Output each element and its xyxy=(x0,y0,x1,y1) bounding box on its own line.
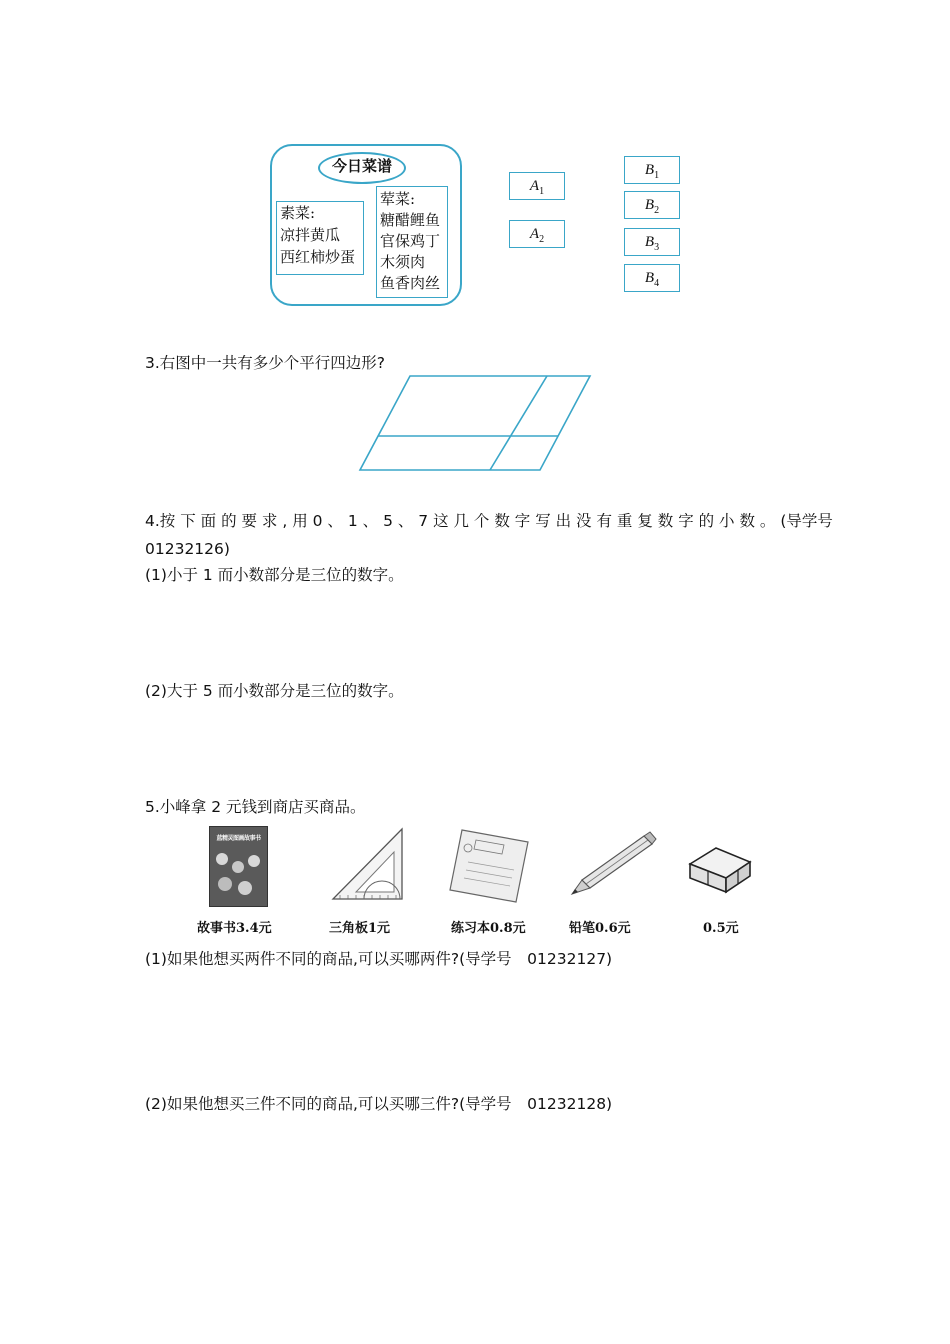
question-4-part1: (1)小于 1 而小数部分是三位的数字。 xyxy=(145,566,404,584)
question-5-part1: (1)如果他想买两件不同的商品,可以买哪两件?(导学号 01232127) xyxy=(145,950,613,968)
question-4-part2: (2)大于 5 而小数部分是三位的数字。 xyxy=(145,682,404,700)
exercise-book-price: 练习本0.8元 xyxy=(451,921,526,936)
meat-dish: 鱼香肉丝 xyxy=(380,274,441,292)
meat-dish: 糖醋鲤鱼 xyxy=(380,211,441,229)
meat-dish: 木须肉 xyxy=(380,253,426,271)
box-b1: $B_1$ xyxy=(624,156,680,184)
slanted-divider xyxy=(490,376,547,470)
meat-dish: 官保鸡丁 xyxy=(380,232,441,250)
veg-dish: 凉拌黄瓜 xyxy=(280,226,341,244)
veg-dish: 西红柿炒蛋 xyxy=(280,248,356,266)
triangle-ruler-image xyxy=(330,826,406,902)
box-a2: $A_2$ xyxy=(509,220,565,248)
question-4-line1: 4.按 下 面 的 要 求 , 用 0 、 1 、 5 、 7 这 几 个 数 字 写 出 没 有 重 复 数 字 的 小 数 。 (导学号 xyxy=(145,512,833,530)
question-3: 3.右图中一共有多少个平行四边形? xyxy=(145,354,386,372)
question-5: 5.小峰拿 2 元钱到商店买商品。 xyxy=(145,798,366,816)
box-b4: $B_4$ xyxy=(624,264,680,292)
exercise-book-image xyxy=(448,826,532,906)
eraser-image xyxy=(686,844,754,896)
meat-heading: 荤菜: xyxy=(380,190,416,208)
veg-heading: 素菜: xyxy=(280,204,316,222)
story-book-price: 故事书3.4元 xyxy=(197,921,272,936)
parallelogram-figure xyxy=(350,370,600,476)
question-4-line2: 01232126) xyxy=(145,540,230,558)
question-5-part2: (2)如果他想买三件不同的商品,可以买哪三件?(导学号 01232128) xyxy=(145,1095,613,1113)
book-cover-title: 蓝精灵图画故事书 xyxy=(216,835,261,842)
outer-parallelogram xyxy=(360,376,590,470)
triangle-ruler-price: 三角板1元 xyxy=(329,921,391,936)
box-b3: $B_3$ xyxy=(624,228,680,256)
pencil-image xyxy=(568,830,660,898)
box-a1: $A_1$ xyxy=(509,172,565,200)
menu-title: 今日菜谱 xyxy=(331,157,392,175)
pencil-price: 铅笔0.6元 xyxy=(569,921,631,936)
story-book-image xyxy=(209,826,268,907)
box-b2: $B_2$ xyxy=(624,191,680,219)
eraser-price: 0.5元 xyxy=(703,921,739,936)
